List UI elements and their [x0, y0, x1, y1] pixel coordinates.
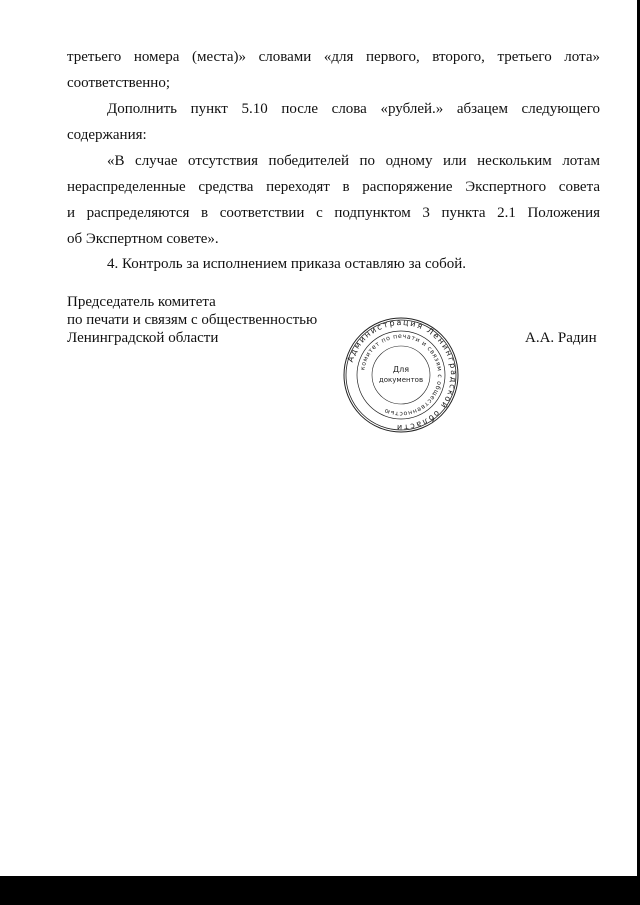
signer-name: А.А. Радин	[525, 330, 597, 346]
text-line: и распределяются в соответствии с подпунктом 3 пункта 2.1 Положения	[67, 205, 600, 221]
scan-bottom-border	[0, 876, 640, 905]
paragraph-continuation	[67, 44, 600, 96]
signature-title-line: Ленинградской области	[67, 330, 219, 346]
signature-title-line: Председатель комитета	[67, 294, 216, 310]
stamp-inner-text: комитет по печати и связям с общественностью	[359, 332, 444, 418]
official-stamp	[342, 316, 460, 434]
signature-title	[67, 293, 317, 347]
stamp-center-line: Для	[392, 365, 410, 374]
text-line: об Экспертном совете».	[67, 231, 219, 247]
paragraph-control	[67, 251, 600, 277]
stamp-center-line: документов	[378, 376, 424, 384]
text-line: 4. Контроль за исполнением приказа оставляю за собой.	[107, 256, 467, 272]
signature-title-line: по печати и связям с общественностью	[67, 312, 318, 328]
text-line: соответственно;	[67, 75, 170, 91]
stamp-outer-text: Администрация Ленинградской области	[345, 317, 459, 433]
text-line: «В случае отсутствия победителей по одному или нескольким лотам	[107, 153, 600, 169]
text-line: третьего номера (места)» словами «для первого, второго, третьего лота»	[67, 49, 600, 65]
text-line: содержания:	[67, 127, 147, 143]
text-line: Дополнить пункт 5.10 после слова «рублей.» абзацем следующего	[107, 101, 600, 117]
text-line: нераспределенные средства переходят в распоряжение Экспертного совета	[67, 179, 600, 195]
paragraph-amendment	[67, 96, 600, 148]
paragraph-quote	[67, 148, 600, 252]
